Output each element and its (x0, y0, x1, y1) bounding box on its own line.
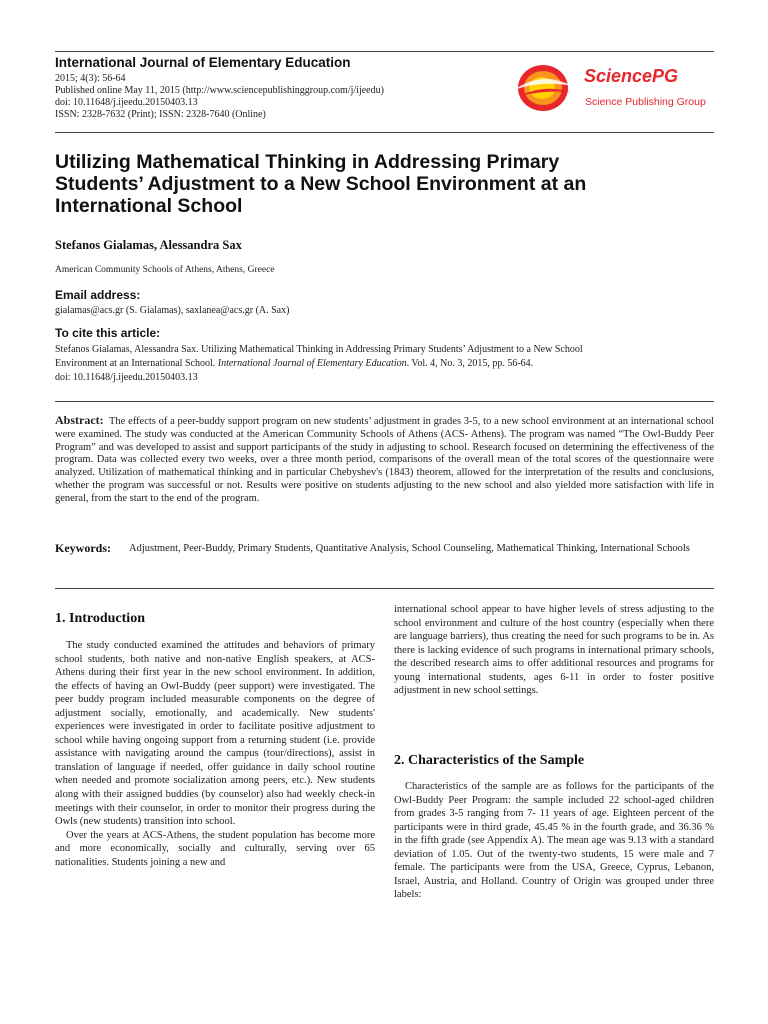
logo-subtitle: Science Publishing Group (585, 96, 706, 108)
keywords-label: Keywords: (55, 541, 111, 555)
intro-paragraph-2: Over the years at ACS-Athens, the student population has become more and more economically, socially and culturally, serving over 65 nationalities. Students joining a new and (55, 829, 375, 868)
published-online: Published online May 11, 2015 (http://www.sciencepublishinggroup.com/j/ijeedu) (55, 85, 384, 96)
intro-heading: 1. Introduction (55, 611, 145, 626)
title-line-2: Students’ Adjustment to a New School Environment at an (55, 173, 587, 195)
sample-text (394, 780, 714, 902)
cite-line-2-plain: Environment at an International School. (55, 358, 218, 369)
title-line-3: International School (55, 195, 243, 217)
journal-name: International Journal of Elementary Education (55, 55, 351, 70)
email-heading: Email address: (55, 288, 141, 302)
keywords-text: Adjustment, Peer-Buddy, Primary Students, Quantitative Analysis, School Counseling, Mathematical Thinking, International Schools (129, 543, 690, 554)
journal-citation: 2015; 4(3): 56-64 (55, 73, 126, 84)
right-column-text (394, 603, 714, 698)
logo-name: SciencePG (584, 66, 679, 86)
cite-line-2-rest: . Vol. 4, No. 3, 2015, pp. 56-64. (406, 358, 534, 369)
cite-line-1: Stefanos Gialamas, Alessandra Sax. Utilizing Mathematical Thinking in Addressing Primary Students’ Adjustment to a New School (55, 344, 583, 355)
cite-journal-italic: International Journal of Elementary Education (217, 358, 407, 369)
abstract (55, 414, 714, 506)
header-bottom-rule (55, 132, 714, 133)
author-affiliation: American Community Schools of Athens, Athens, Greece (55, 265, 275, 275)
intro-paragraph-1: The study conducted examined the attitudes and behaviors of primary school students, both native and non-native English speakers, at ACS-Athens during their first year in the new school environment. In addition, the effects of having an Owl-Buddy (peer support) were investigated. The peer buddy program included measurable components on the degree of adjustment socially, emotionally, and academically. New students' experiences were investigated in order to facilitate positive adjustment to school while having ongoing support from a returning student (i.e. provide assistance with navigating around the campus (tour/directions), assist in translation of language if needed, offer guidance in daily school routine when needed and promote socialization among peers, etc.). New students along with their assigned buddies (by counselor) also had weekly check-in meetings with their counselor, in order to monitor their progress during the Owls (new students) transition into school. (55, 640, 375, 828)
cite-heading: To cite this article: (55, 326, 161, 340)
abstract-label: Abstract: (55, 413, 104, 427)
article-authors: Stefanos Gialamas, Alessandra Sax (55, 238, 242, 252)
header-doi: doi: 10.11648/j.ijeedu.20150403.13 (55, 97, 198, 108)
abstract-text: The effects of a peer-buddy support program on new students’ adjustment in grades 3-5, to a new school environment at an international school were examined. The study was conducted at the American Community Schools of Athens (ACS- Athens). The program was named “The Owl-Buddy Peer Program” and was developed to assist and support participants of the study in adjusting to school. Research focused on determining the effectiveness of the program. Data was collected every two weeks, over a three month period, comparisons of the overall mean of the total scores of the questionnaire were analyzed. Utilization of mathematical thinking and in particular Chebyshev's (1843) theorem, allowed for the interpretation of the results and conclusions, whether the program was successful or not. Results were positive on students adjusting to the new school and also yielded more satisfaction with life in general, from the start to the end of the program. (55, 416, 715, 504)
title-line-1: Utilizing Mathematical Thinking in Addressing Primary (55, 151, 560, 173)
email-addresses[interactable]: gialamas@acs.gr (S. Gialamas), saxlanea@acs.gr (A. Sax) (55, 305, 290, 316)
sciencepg-logo-mark (512, 60, 582, 116)
abstract-top-rule (55, 401, 714, 402)
body-top-rule (55, 588, 714, 589)
cite-doi: doi: 10.11648/j.ijeedu.20150403.13 (55, 372, 198, 383)
header-issn: ISSN: 2328-7632 (Print); ISSN: 2328-7640 (Online) (55, 109, 266, 120)
sample-heading: 2. Characteristics of the Sample (394, 753, 585, 768)
sample-paragraph-1: Characteristics of the sample are as follows for the participants of the Owl-Buddy Peer Program: the sample included 22 school-aged children from grades 3-5 ranging from 7- 11 years of age. Eighteen percent of the participants were in third grade, 45.45 % in the fourth grade, and 36.36 % in the fifth grade (see Appendix A). The mean age was 9.13 with a standard deviation of 1.05. Out of the twenty-two students, 15 were male and 7 female. The participants were from the USA, Greece, Cyprus, Lebanon, Israel, Austria, and Holland. Country of Origin was grouped under three labels: (394, 781, 714, 901)
cite-line-2 (55, 358, 533, 371)
article-title (55, 151, 715, 217)
right-paragraph-1: international school appear to have higher levels of stress adjusting to the school environment and culture of the host country (especially when there are language barriers), thus creating the need for such programs to be in. As there is lacking evidence of such programs in international primary schools, the described research aims to offer additional resources and programs for young international students, ages 6-11 in order to foster positive adjustment in new school settings. (394, 604, 714, 697)
header-top-rule (55, 51, 714, 52)
intro-text (55, 639, 375, 869)
